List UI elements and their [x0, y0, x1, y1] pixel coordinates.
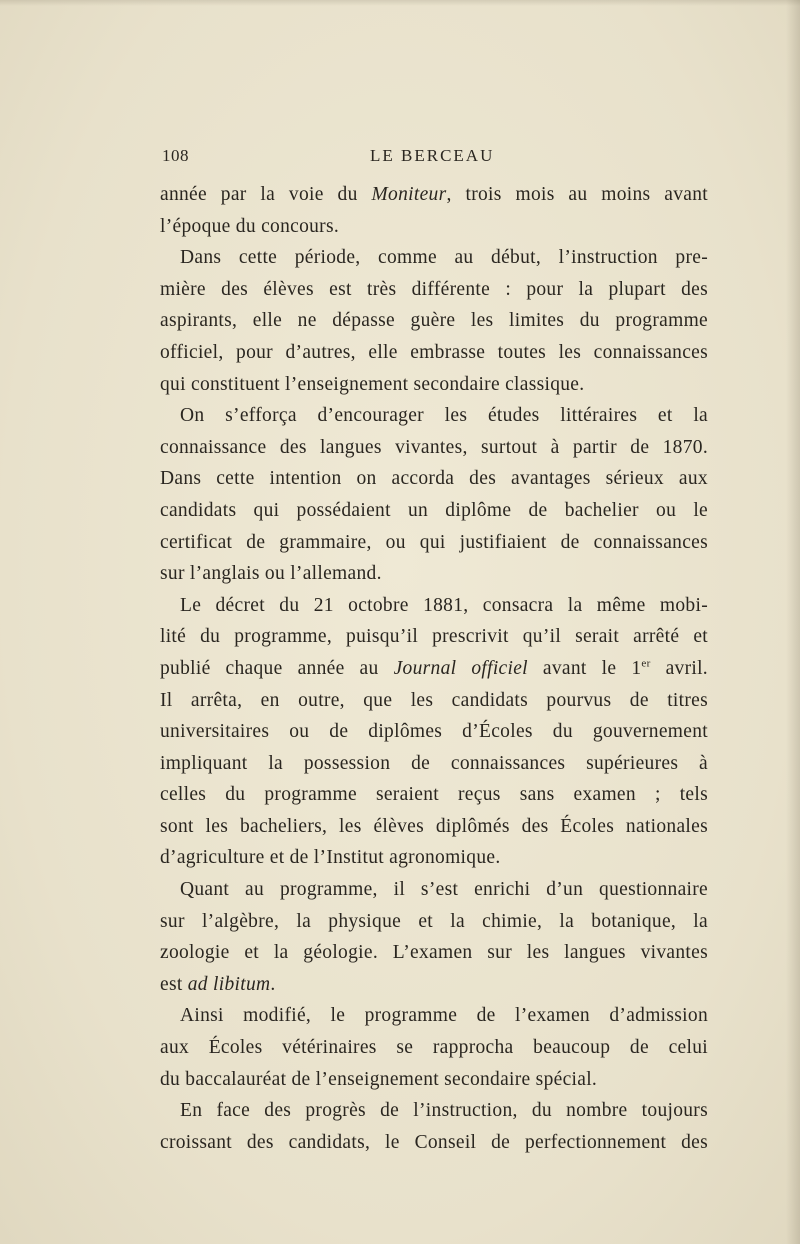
text-line [160, 1095, 708, 1127]
superscript: er [641, 657, 651, 670]
text-line [160, 369, 708, 401]
text-line [160, 242, 708, 274]
text-line [160, 937, 708, 969]
text-run: avant le 1 [527, 657, 642, 679]
text-run: connaissance des langues vivantes, surtout à partir de 1870. [160, 436, 708, 458]
text-line [160, 874, 708, 906]
body-text [160, 179, 708, 1158]
text-run: Quant au programme, il s’est enrichi d’un questionnaire [180, 879, 708, 901]
text-line [160, 906, 708, 938]
text-run: qui constituent l’enseignement secondaire classique. [160, 373, 585, 395]
text-run: celles du programme seraient reçus sans examen ; tels [160, 784, 708, 806]
text-line [160, 779, 708, 811]
italic-text: ad libitum [187, 973, 271, 995]
text-line [160, 211, 708, 243]
text-run: publié chaque année au [160, 657, 394, 679]
text-line [160, 432, 708, 464]
text-run: d’agriculture et de l’Institut agronomique. [160, 847, 501, 869]
text-line [160, 558, 708, 590]
text-line [160, 969, 708, 1001]
text-run: , trois mois au moins avant [446, 184, 709, 205]
text-run: Il arrêta, en outre, que les candidats pourvus de titres [160, 689, 708, 711]
text-line [160, 305, 708, 337]
text-run: croissant des candidats, le Conseil de perfectionnement des [160, 1131, 708, 1153]
paragraph [160, 242, 708, 400]
text-line [160, 1032, 708, 1064]
italic-text: Moniteur [371, 184, 447, 205]
text-line [160, 495, 708, 527]
text-run: sur l’algèbre, la physique et la chimie, la botanique, la [160, 910, 708, 932]
paragraph [160, 179, 708, 242]
running-title: LE BERCEAU [370, 146, 495, 165]
text-run: aspirants, elle ne dépasse guère les limites du programme [160, 310, 708, 332]
text-line [160, 337, 708, 369]
text-run: l’époque du concours. [160, 215, 340, 237]
text-run: sur l’anglais ou l’allemand. [160, 563, 382, 585]
text-line [160, 1127, 708, 1159]
italic-text: Journal officiel [393, 657, 528, 679]
text-run: lité du programme, puisqu’il prescrivit qu’il serait arrêté et [160, 626, 708, 648]
text-run: officiel, pour d’autres, elle embrasse toutes les connaissances [160, 341, 708, 363]
text-run: année par la voie du [160, 184, 372, 205]
text-run: est [160, 973, 188, 995]
text-run: Ainsi modifié, le programme de l’examen d’admission [180, 1005, 708, 1027]
text-line [160, 527, 708, 559]
text-run: avril. [650, 657, 708, 679]
text-line [160, 842, 708, 874]
text-run: sont les bacheliers, les élèves diplômés des Écoles nationales [160, 815, 708, 837]
page-number: 108 [162, 146, 189, 165]
text-line [160, 400, 708, 432]
text-line [160, 179, 708, 211]
text-line [160, 274, 708, 306]
text-run: du baccalauréat de l’enseignement secondaire spécial. [160, 1068, 598, 1090]
text-line [160, 811, 708, 843]
text-line [160, 1064, 708, 1096]
text-run: universitaires ou de diplômes d’Écoles du gouvernement [160, 721, 708, 743]
paragraph [160, 874, 708, 1000]
paragraph [160, 400, 708, 590]
text-run: aux Écoles vétérinaires se rapprocha beaucoup de celui [160, 1037, 708, 1059]
text-line [160, 1000, 708, 1032]
paragraph [160, 1000, 708, 1095]
text-line [160, 685, 708, 717]
text-run: On s’efforça d’encourager les études littéraires et la [180, 405, 708, 427]
text-run: certificat de grammaire, ou qui justifiaient de connaissances [160, 531, 708, 553]
text-run: Le décret du 21 octobre 1881, consacra la même mobi- [180, 594, 708, 616]
text-run: candidats qui possédaient un diplôme de bachelier ou le [160, 499, 708, 521]
text-run: zoologie et la géologie. L’examen sur les langues vivantes [160, 942, 708, 964]
page-top-edge [0, 0, 800, 6]
text-line [160, 590, 708, 622]
text-line [160, 463, 708, 495]
text-run: En face des progrès de l’instruction, du nombre toujours [180, 1100, 708, 1122]
text-line [160, 748, 708, 780]
text-run: mière des élèves est très différente : pour la plupart des [160, 278, 708, 300]
paragraph [160, 590, 708, 874]
text-line [160, 621, 708, 653]
text-run: . [270, 973, 276, 995]
paragraph [160, 1095, 708, 1158]
text-line [160, 716, 708, 748]
text-run: Dans cette intention on accorda des avantages sérieux aux [160, 468, 708, 490]
text-run: Dans cette période, comme au début, l’instruction pre- [180, 247, 708, 269]
page-edge-shadow [786, 0, 800, 1244]
text-line [160, 653, 708, 685]
page-header [162, 146, 712, 172]
text-run: impliquant la possession de connaissances supérieures à [160, 752, 708, 774]
